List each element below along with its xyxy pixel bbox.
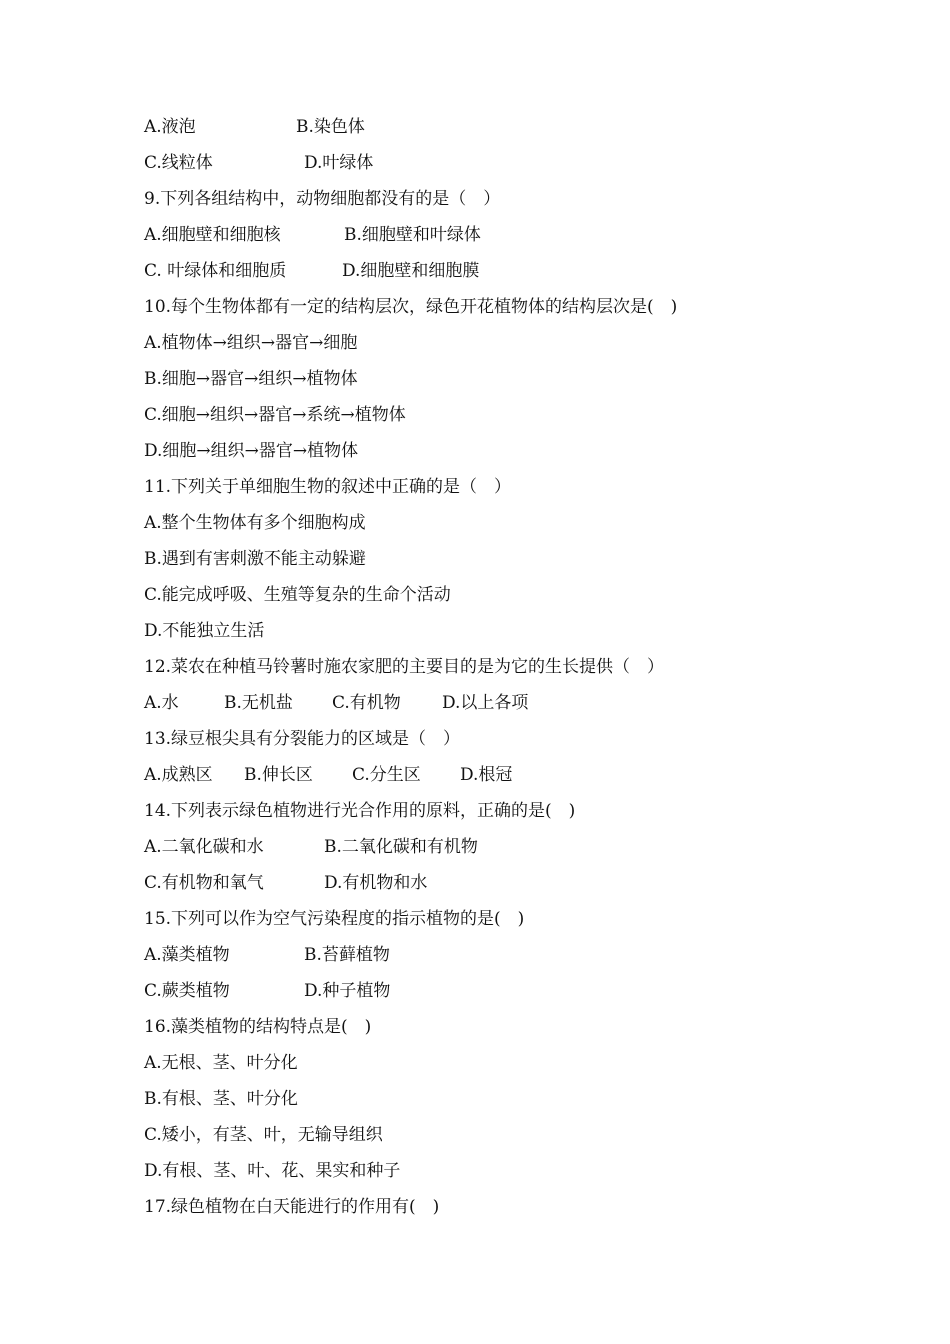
answer-option: B.细胞壁和叶绿体 <box>344 225 481 245</box>
answer-option: D.细胞→组织→器官→植物体 <box>144 441 359 461</box>
question-stem: 11.下列关于单细胞生物的叙述中正确的是（ ） <box>144 477 512 497</box>
answer-option: C.线粒体 <box>144 153 213 173</box>
answer-option: B.有根、茎、叶分化 <box>144 1089 298 1109</box>
answer-option: D.有机物和水 <box>324 873 428 893</box>
question-stem: 17.绿色植物在白天能进行的作用有( ) <box>144 1197 440 1217</box>
question-stem: 13.绿豆根尖具有分裂能力的区域是（ ） <box>144 729 461 749</box>
answer-option: B.遇到有害刺激不能主动躲避 <box>144 549 366 569</box>
answer-option: A.成熟区 <box>144 765 213 785</box>
answer-option: A.藻类植物 <box>144 945 230 965</box>
answer-option: C.分生区 <box>352 765 421 785</box>
answer-option: C.矮小，有茎、叶，无输导组织 <box>144 1125 383 1145</box>
answer-option: A.整个生物体有多个细胞构成 <box>144 513 366 533</box>
answer-option: C.有机物和氧气 <box>144 873 264 893</box>
answer-option: D.叶绿体 <box>304 153 374 173</box>
answer-option: D.根冠 <box>460 765 513 785</box>
answer-option: D.有根、茎、叶、花、果实和种子 <box>144 1161 401 1181</box>
answer-option: A.无根、茎、叶分化 <box>144 1053 298 1073</box>
answer-option: C.有机物 <box>332 693 401 713</box>
question-stem: 10.每个生物体都有一定的结构层次，绿色开花植物体的结构层次是( ) <box>144 297 678 317</box>
answer-option: C.细胞→组织→器官→系统→植物体 <box>144 405 406 425</box>
answer-option: A.液泡 <box>144 117 196 137</box>
question-stem: 16.藻类植物的结构特点是( ) <box>144 1017 372 1037</box>
answer-option: B.细胞→器官→组织→植物体 <box>144 369 358 389</box>
answer-option: B.苔藓植物 <box>304 945 390 965</box>
question-stem: 15.下列可以作为空气污染程度的指示植物的是( ) <box>144 909 525 929</box>
answer-option: B.二氧化碳和有机物 <box>324 837 478 857</box>
answer-option: C.蕨类植物 <box>144 981 230 1001</box>
question-stem: 14.下列表示绿色植物进行光合作用的原料，正确的是( ) <box>144 801 576 821</box>
answer-option: A.植物体→组织→器官→细胞 <box>144 333 358 353</box>
answer-option: B.无机盐 <box>224 693 293 713</box>
answer-option: D.种子植物 <box>304 981 391 1001</box>
answer-option: D.以上各项 <box>442 693 529 713</box>
answer-option: B.染色体 <box>296 117 365 137</box>
answer-option: D.不能独立生活 <box>144 621 265 641</box>
answer-option: D.细胞壁和细胞膜 <box>342 261 480 281</box>
answer-option: C. 叶绿体和细胞质 <box>144 261 287 281</box>
answer-option: B.伸长区 <box>244 765 313 785</box>
answer-option: C.能完成呼吸、生殖等复杂的生命个活动 <box>144 585 451 605</box>
question-stem: 9.下列各组结构中，动物细胞都没有的是（ ） <box>144 189 501 209</box>
question-stem: 12.菜农在种植马铃薯时施农家肥的主要目的是为它的生长提供（ ） <box>144 657 665 677</box>
answer-option: A.细胞壁和细胞核 <box>144 225 281 245</box>
answer-option: A.水 <box>144 693 179 713</box>
answer-option: A.二氧化碳和水 <box>144 837 264 857</box>
